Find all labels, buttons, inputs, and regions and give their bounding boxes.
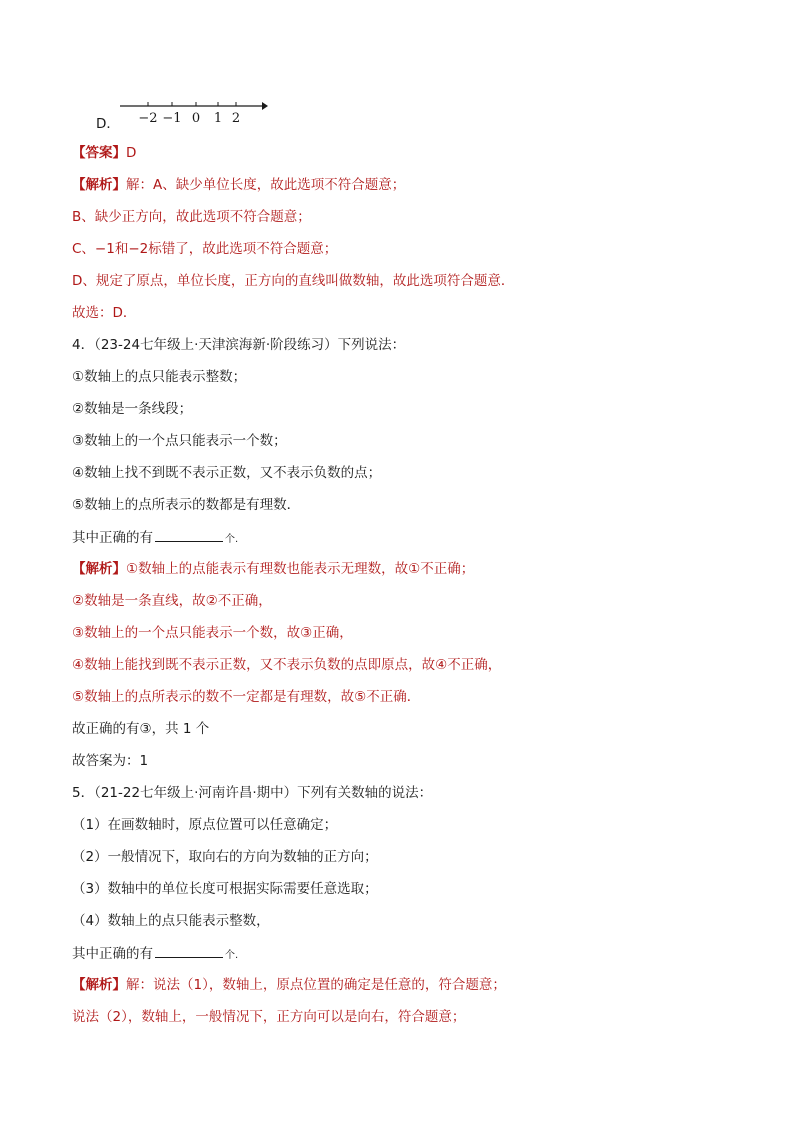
q5-statement-3: （3）数轴中的单位长度可根据实际需要任意选取； [72, 881, 378, 897]
q4-question [72, 527, 238, 550]
q5-statement-4: （4）数轴上的点只能表示整数， [72, 913, 270, 929]
q3-analysis-line-1 [72, 175, 405, 195]
q4-analysis-line-4: ④数轴上能找到既不表示正数，又不表示负数的点即原点，故④不正确， [72, 657, 502, 673]
q5-stem: 5．（21-22七年级上·河南许昌·期中）下列有关数轴的说法： [72, 785, 433, 801]
q4-stem: 4．（23-24七年级上·天津滨海新·阶段练习）下列说法： [72, 337, 406, 353]
q4-statement-2: ②数轴是一条线段； [72, 401, 193, 417]
question-suffix: 个. [225, 534, 239, 545]
q5-statement-2: （2）一般情况下，取向右的方向为数轴的正方向； [72, 849, 378, 865]
q4-statement-1: ①数轴上的点只能表示整数； [72, 369, 247, 385]
analysis-tag: 【解析】 [72, 561, 126, 577]
q3-analysis-line-5: 故选：D． [72, 305, 137, 321]
question-prefix: 其中正确的有 [72, 946, 153, 962]
q4-statement-4: ④数轴上找不到既不表示正数，又不表示负数的点； [72, 465, 382, 481]
number-line-tick-label: −1 [162, 111, 182, 126]
analysis-text: 解：A、缺少单位长度，故此选项不符合题意； [126, 177, 406, 193]
question-prefix: 其中正确的有 [72, 530, 153, 546]
number-line-diagram [96, 96, 276, 128]
option-d-label: D． [96, 116, 120, 132]
q4-analysis-line-1 [72, 559, 474, 579]
q3-analysis-line-3: C、−1和−2标错了，故此选项不符合题意； [72, 241, 338, 257]
q3-analysis-line-2: B、缺少正方向，故此选项不符合题意； [72, 209, 311, 225]
q5-analysis-line-2: 说法（2），数轴上，一般情况下，正方向可以是向右，符合题意； [72, 1009, 466, 1025]
number-line-tick-label: −2 [138, 111, 158, 126]
q4-analysis-line-3: ③数轴上的一个点只能表示一个数，故③正确， [72, 625, 353, 641]
analysis-text: ①数轴上的点能表示有理数也能表示无理数，故①不正确； [126, 561, 475, 577]
number-line-tick-label: 2 [231, 111, 241, 126]
q4-analysis-line-5: ⑤数轴上的点所表示的数不一定都是有理数，故⑤不正确． [72, 689, 421, 705]
q5-question [72, 943, 238, 966]
question-suffix: 个. [225, 950, 239, 961]
q4-conclusion: 故正确的有③，共 1 个 [72, 721, 210, 737]
number-line-tick-label: 1 [213, 111, 223, 126]
q5-analysis-line-1 [72, 975, 506, 995]
number-line-arrow [262, 102, 268, 110]
q3-answer-line [72, 143, 136, 163]
answer-blank[interactable] [155, 527, 223, 542]
analysis-tag: 【解析】 [72, 977, 126, 993]
q3-analysis-line-4: D、规定了原点，单位长度，正方向的直线叫做数轴，故此选项符合题意． [72, 273, 515, 289]
analysis-text: 解：说法（1），数轴上，原点位置的确定是任意的，符合题意； [126, 977, 506, 993]
q4-analysis-line-2: ②数轴是一条直线，故②不正确， [72, 593, 272, 609]
analysis-tag: 【解析】 [72, 177, 126, 193]
q5-statement-1: （1）在画数轴时，原点位置可以任意确定； [72, 817, 338, 833]
answer-value: D [126, 145, 137, 161]
answer-blank[interactable] [155, 943, 223, 958]
answer-tag: 【答案】 [72, 145, 126, 161]
q4-final-answer: 故答案为：1 [72, 753, 149, 769]
number-line-tick-label: 0 [191, 111, 201, 126]
q4-statement-3: ③数轴上的一个点只能表示一个数； [72, 433, 287, 449]
q4-statement-5: ⑤数轴上的点所表示的数都是有理数． [72, 497, 301, 513]
